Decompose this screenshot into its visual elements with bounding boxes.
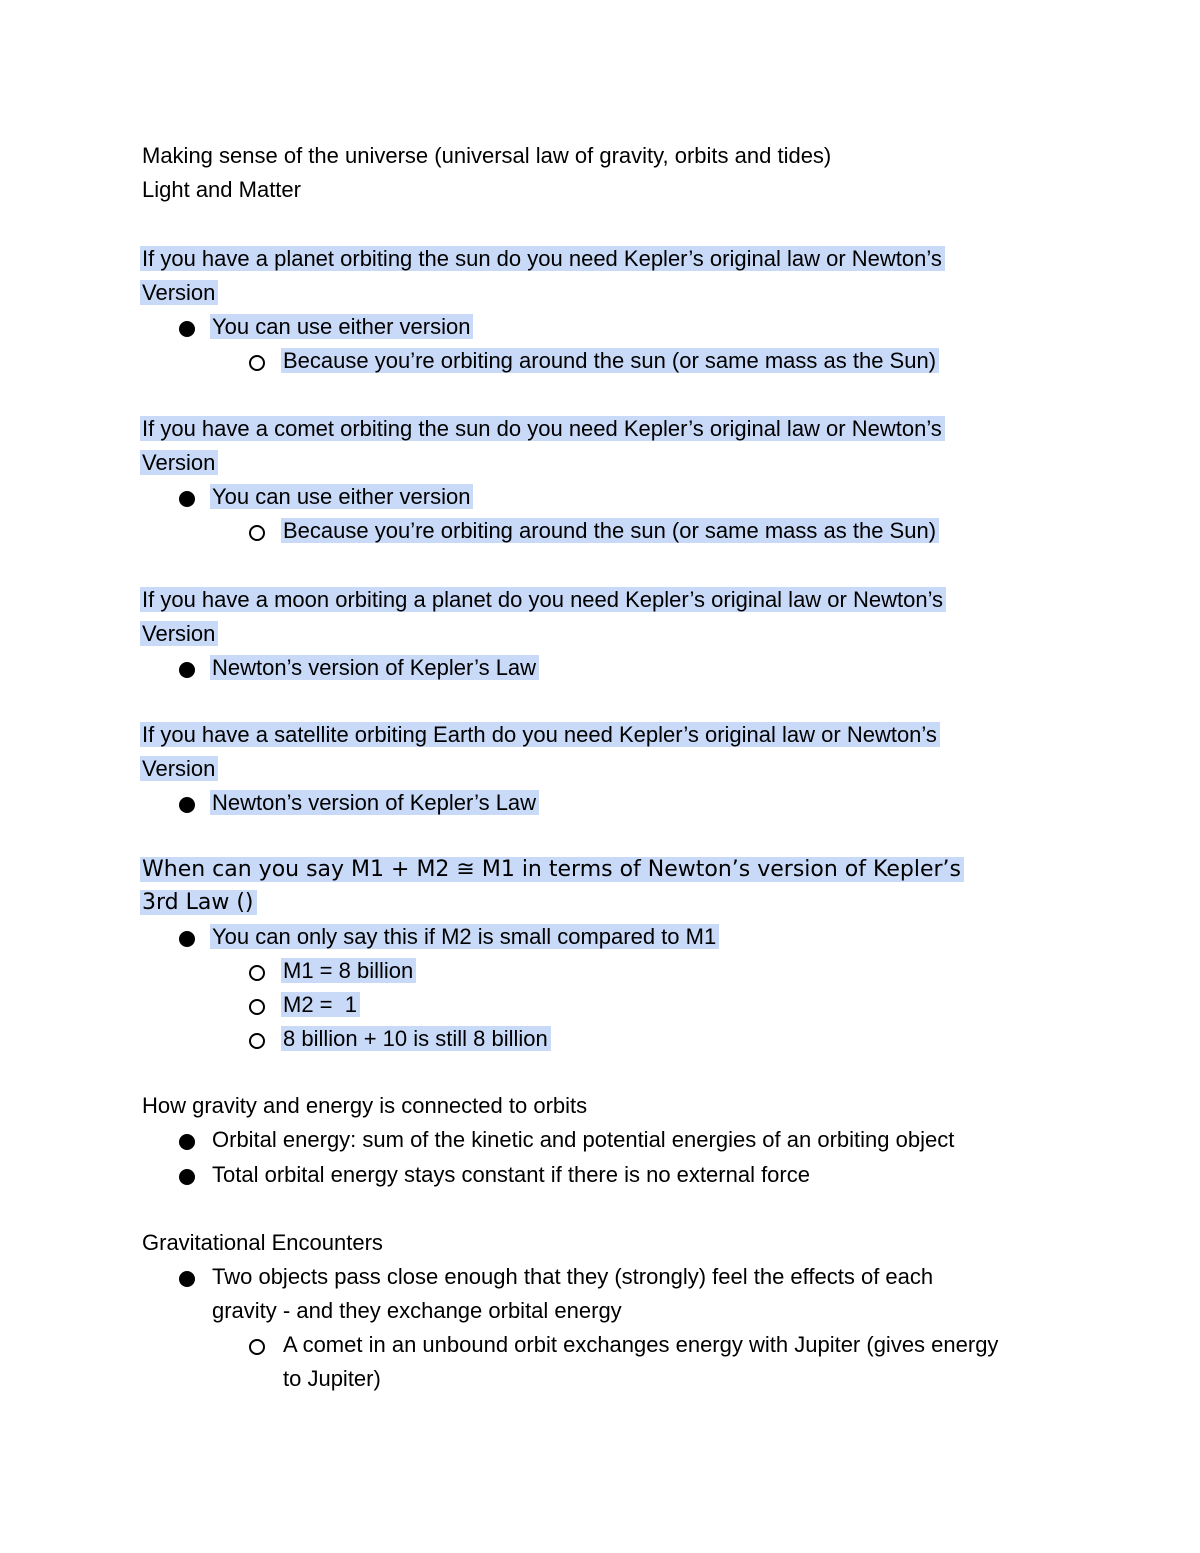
highlighted-text: Version <box>140 280 218 305</box>
question-mass-line2 <box>142 886 257 920</box>
highlighted-text: If you have a satellite orbiting Earth do you need Kepler’s original law or Newton’s <box>140 722 940 747</box>
highlighted-text: You can use either version <box>210 314 473 339</box>
question-planet-line1 <box>142 242 945 276</box>
answer-comet <box>212 480 473 514</box>
question-mass-line1 <box>142 853 964 887</box>
highlighted-text: If you have a planet orbiting the sun do you need Kepler’s original law or Newton’s <box>140 246 945 271</box>
highlighted-text: When can you say M1 + M2 ≅ M1 in terms of Newton’s version of Kepler’s <box>140 857 964 882</box>
filled-bullet-icon <box>179 797 195 813</box>
highlighted-text: M1 = 8 billion <box>281 958 416 983</box>
question-satellite-line2 <box>142 752 218 786</box>
section-heading-energy: How gravity and energy is connected to orbits <box>142 1093 588 1118</box>
highlighted-text: Because you’re orbiting around the sun (or same mass as the Sun) <box>281 518 939 543</box>
hollow-bullet-icon <box>249 965 265 981</box>
highlighted-text: M2 = 1 <box>281 992 360 1017</box>
encounter-point-line2: gravity - and they exchange orbital energy <box>212 1298 622 1323</box>
answer-satellite <box>212 786 539 820</box>
filled-bullet-icon <box>179 1169 195 1185</box>
highlighted-text: 3rd Law () <box>140 890 257 915</box>
filled-bullet-icon <box>179 662 195 678</box>
hollow-bullet-icon <box>249 525 265 541</box>
highlighted-text: Version <box>140 621 218 646</box>
answer-moon <box>212 651 539 685</box>
hollow-bullet-icon <box>249 1033 265 1049</box>
question-comet-line2 <box>142 446 218 480</box>
highlighted-text: Newton’s version of Kepler’s Law <box>210 790 539 815</box>
filled-bullet-icon <box>179 321 195 337</box>
filled-bullet-icon <box>179 1271 195 1287</box>
answer-mass <box>212 920 719 954</box>
energy-point: Orbital energy: sum of the kinetic and potential energies of an orbiting object <box>212 1127 955 1152</box>
example-item <box>283 1022 551 1056</box>
hollow-bullet-icon <box>249 355 265 371</box>
answer-planet <box>212 310 473 344</box>
encounter-sub-line2: to Jupiter) <box>283 1366 381 1391</box>
highlighted-text: 8 billion + 10 is still 8 billion <box>281 1026 551 1051</box>
highlighted-text: If you have a comet orbiting the sun do you need Kepler’s original law or Newton’s <box>140 416 945 441</box>
document-title: Making sense of the universe (universal law of gravity, orbits and tides) <box>142 143 832 168</box>
filled-bullet-icon <box>179 491 195 507</box>
example-item <box>283 954 416 988</box>
encounter-point-line1: Two objects pass close enough that they (strongly) feel the effects of each <box>212 1264 934 1289</box>
hollow-bullet-icon <box>249 999 265 1015</box>
highlighted-text: Version <box>140 450 218 475</box>
question-moon-line2 <box>142 617 218 651</box>
reason-planet <box>283 344 939 378</box>
highlighted-text: Because you’re orbiting around the sun (or same mass as the Sun) <box>281 348 939 373</box>
encounter-sub-line1: A comet in an unbound orbit exchanges energy with Jupiter (gives energy <box>283 1332 999 1357</box>
question-planet-line2 <box>142 276 218 310</box>
highlighted-text: You can only say this if M2 is small compared to M1 <box>210 924 719 949</box>
question-comet-line1 <box>142 412 945 446</box>
example-item <box>283 988 360 1022</box>
filled-bullet-icon <box>179 1134 195 1150</box>
reason-comet <box>283 514 939 548</box>
highlighted-text: Newton’s version of Kepler’s Law <box>210 655 539 680</box>
hollow-bullet-icon <box>249 1339 265 1355</box>
highlighted-text: If you have a moon orbiting a planet do you need Kepler’s original law or Newton’s <box>140 587 946 612</box>
highlighted-text: You can use either version <box>210 484 473 509</box>
highlighted-text: Version <box>140 756 218 781</box>
energy-point: Total orbital energy stays constant if there is no external force <box>212 1162 810 1187</box>
question-moon-line1 <box>142 583 946 617</box>
document-subtitle: Light and Matter <box>142 177 301 202</box>
question-satellite-line1 <box>142 718 940 752</box>
section-heading-encounters: Gravitational Encounters <box>142 1230 383 1255</box>
filled-bullet-icon <box>179 931 195 947</box>
